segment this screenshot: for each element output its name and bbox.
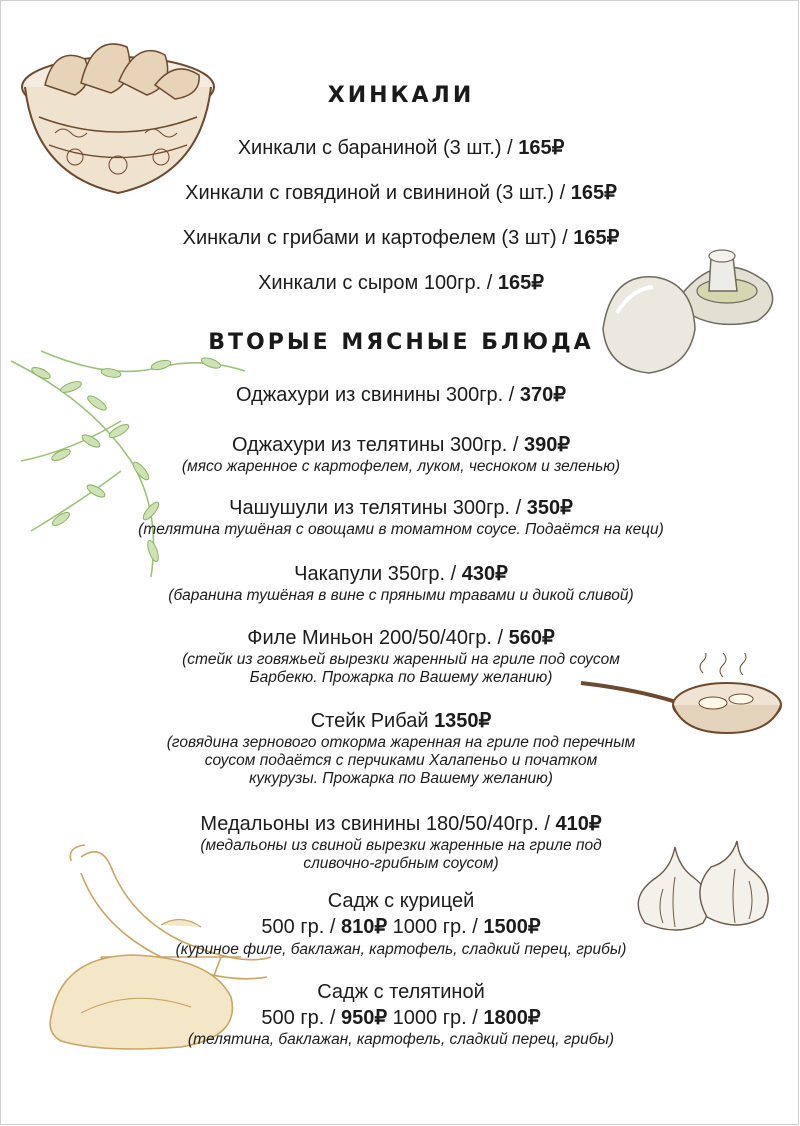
item-price: 1350₽ (434, 710, 492, 732)
variant-weight: 500 гр. / (261, 1007, 341, 1029)
item-description: соусом подаётся с перчиками Халапеньо и початком (204, 752, 598, 769)
item-name: Хинкали с сыром 100гр. / (258, 272, 498, 294)
item-description: (медальоны из свиной вырезки жаренные на гриле под (200, 837, 602, 854)
section-title-khinkali: ХИНКАЛИ (327, 83, 475, 108)
variant-weight: 500 гр. / (261, 916, 341, 938)
item-price: 390₽ (523, 434, 571, 456)
menu-item (1, 227, 800, 249)
variant-price: 1800₽ (483, 1007, 541, 1029)
mushrooms-illustration (597, 243, 787, 377)
item-price: 165₽ (497, 272, 544, 294)
menu-item (1, 384, 800, 406)
section-title-meat-dishes: ВТОРЫЕ МЯСНЫЕ БЛЮДА (208, 330, 594, 355)
menu-item (1, 137, 800, 159)
item-description: (телятина, баклажан, картофель, сладкий перец, грибы) (187, 1031, 615, 1048)
menu-item (1, 434, 800, 456)
item-name: Хинкали с говядиной и свининой (3 шт.) / (185, 182, 571, 204)
menu-item (1, 272, 800, 294)
item-price: 370₽ (519, 384, 566, 406)
item-name: Хинкали с грибами и картофелем (3 шт) / (182, 227, 574, 249)
menu-item (1, 182, 800, 204)
item-name: Филе Миньон 200/50/40гр. / (247, 627, 509, 649)
item-price: 410₽ (555, 813, 602, 835)
item-name: Стейк Рибай (310, 710, 435, 732)
item-price: 165₽ (573, 227, 620, 249)
item-price: 560₽ (508, 627, 555, 649)
menu-item (1, 981, 800, 1003)
item-description: (стейк из говяжьей вырезки жаренный на гриле под соусом (182, 651, 620, 668)
menu-item-variants (1, 1007, 800, 1029)
item-name: Оджахури из свинины 300гр. / (236, 384, 520, 406)
khinkali-bowl-illustration (15, 25, 221, 205)
variant-weight: 1000 гр. / (387, 916, 484, 938)
item-name: Хинкали с бараниной (3 шт.) / (237, 137, 519, 159)
menu-item (1, 890, 800, 912)
menu-item (1, 813, 800, 835)
menu-item (1, 710, 800, 732)
item-name: Чашушули из телятины 300гр. / (229, 497, 527, 519)
item-description: сливочно-грибным соусом) (303, 855, 499, 872)
item-name: Садж с телятиной (317, 981, 485, 1003)
menu-item (1, 627, 800, 649)
item-description: кукурузы. Прожарка по Вашему желанию) (249, 770, 553, 787)
item-price: 430₽ (461, 563, 508, 585)
item-description: (баранина тушёная в вине с пряными травами и дикой сливой) (168, 587, 634, 604)
item-name: Медальоны из свинины 180/50/40гр. / (200, 813, 556, 835)
item-name: Садж с курицей (327, 890, 475, 912)
item-price: 165₽ (570, 182, 617, 204)
item-price: 165₽ (518, 137, 565, 159)
item-description: Барбекю. Прожарка по Вашему желанию) (249, 669, 553, 686)
item-description: (телятина тушёная с овощами в томатном соусе. Подаётся на кеци) (138, 521, 664, 538)
item-name: Чакапули 350гр. / (294, 563, 462, 585)
variant-price: 810₽ (341, 916, 388, 938)
variant-price: 950₽ (341, 1007, 388, 1029)
menu-item (1, 563, 800, 585)
item-price: 350₽ (526, 497, 573, 519)
variant-price: 1500₽ (483, 916, 541, 938)
menu-item-variants (1, 916, 800, 938)
variant-weight: 1000 гр. / (387, 1007, 484, 1029)
menu-item (1, 497, 800, 519)
item-description: (куриное филе, баклажан, картофель, сладкий перец, грибы) (175, 941, 627, 958)
item-name: Оджахури из телятины 300гр. / (231, 434, 524, 456)
item-description: (мясо жаренное с картофелем, луком, чесноком и зеленью) (181, 458, 621, 475)
item-description: (говядина зернового откорма жаренная на гриле под перечным (166, 734, 636, 751)
